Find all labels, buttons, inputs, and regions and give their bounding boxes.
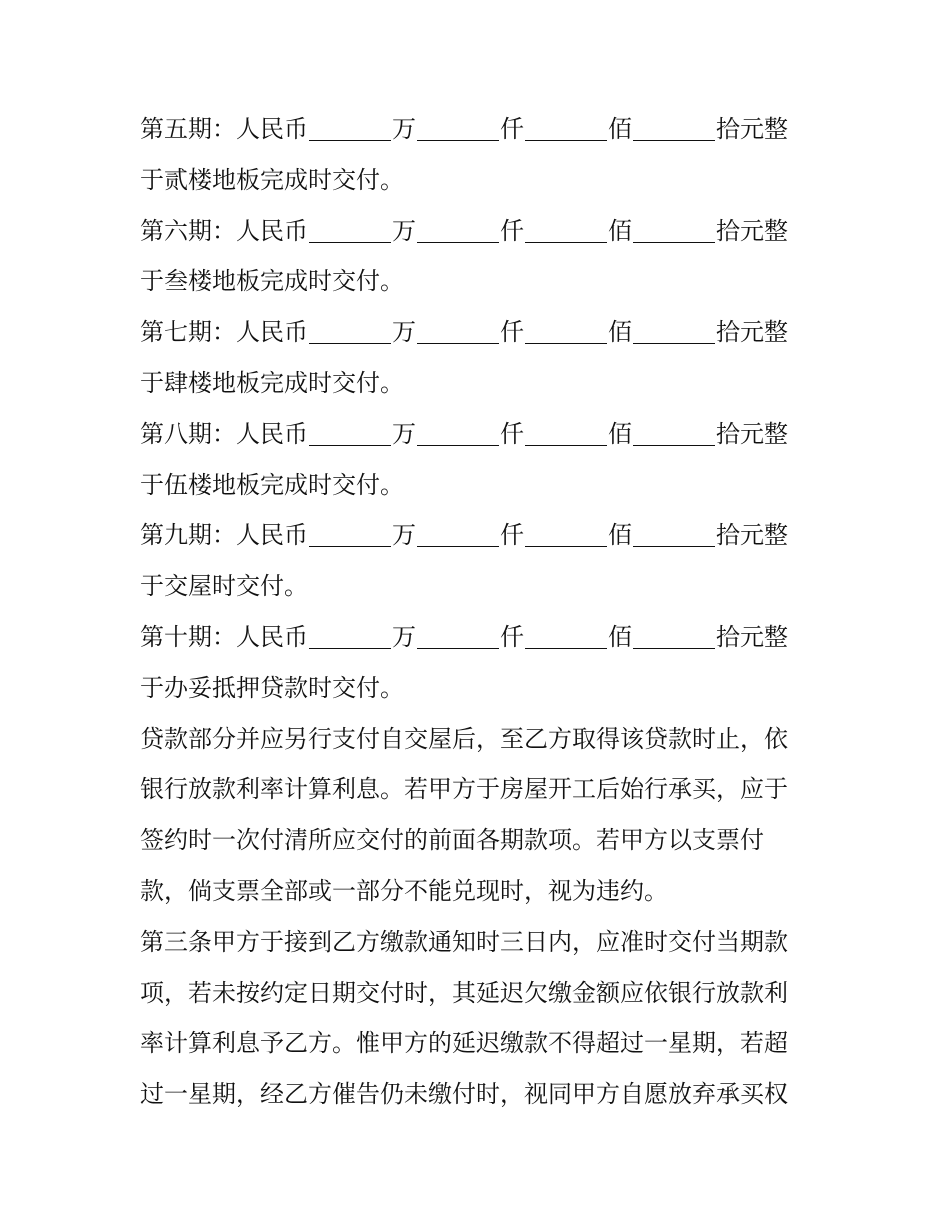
installment-label: 第五期：人民币: [140, 115, 308, 143]
paragraph-line: 贷款部分并应另行支付自交屋后，至乙方取得该贷款时止，依: [140, 724, 788, 753]
unit-shi: 拾元整: [716, 622, 788, 651]
amount-blank: [417, 624, 499, 649]
unit-wan: 万: [392, 115, 416, 143]
amount-blank: [309, 116, 391, 141]
installment-note: 于办妥抵押贷款时交付。: [140, 673, 404, 702]
amount-blank: [633, 116, 715, 141]
installment-line: [140, 612, 820, 663]
amount-blank: [633, 421, 715, 446]
installment-line: [140, 510, 820, 561]
unit-shi: 拾元整: [716, 318, 788, 347]
installment-note: 于交屋时交付。: [140, 572, 308, 601]
loan-paragraph: [140, 714, 820, 917]
paragraph-line: 率计算利息予乙方。惟甲方的延迟缴款不得超过一星期，若超: [140, 1029, 788, 1058]
unit-wan: 万: [392, 216, 416, 245]
amount-blank: [525, 116, 607, 141]
amount-blank: [417, 116, 499, 141]
installment-note: 于贰楼地板完成时交付。: [140, 165, 404, 194]
unit-qian: 仟: [500, 622, 524, 651]
amount-blank: [309, 522, 391, 547]
installment-line: [140, 104, 820, 155]
amount-blank: [417, 421, 499, 446]
unit-qian: 仟: [500, 216, 524, 245]
installment-9: [140, 510, 820, 612]
unit-bai: 佰: [608, 216, 632, 245]
installment-label: 第八期：人民币: [140, 419, 308, 448]
amount-blank: [525, 319, 607, 344]
installment-label: 第九期：人民币: [140, 521, 308, 550]
amount-blank: [309, 421, 391, 446]
paragraph-line: 签约时一次付清所应交付的前面各期款项。若甲方以支票付: [140, 826, 764, 855]
article-3-paragraph: [140, 917, 820, 1120]
installment-5: [140, 104, 820, 206]
installment-6: [140, 206, 820, 308]
unit-qian: 仟: [500, 318, 524, 347]
installment-10: [140, 612, 820, 714]
installment-label: 第七期：人民币: [140, 318, 308, 347]
unit-shi: 拾元整: [716, 521, 788, 550]
unit-wan: 万: [392, 622, 416, 651]
amount-blank: [309, 319, 391, 344]
amount-blank: [417, 218, 499, 243]
unit-shi: 拾元整: [716, 216, 788, 245]
installment-7: [140, 307, 820, 409]
paragraph-line: 银行放款利率计算利息。若甲方于房屋开工后始行承买，应于: [140, 775, 788, 804]
installment-label: 第六期：人民币: [140, 216, 308, 245]
unit-wan: 万: [392, 419, 416, 448]
installment-8: [140, 409, 820, 511]
amount-blank: [633, 319, 715, 344]
unit-qian: 仟: [500, 521, 524, 550]
unit-wan: 万: [392, 318, 416, 347]
installment-note: 于肆楼地板完成时交付。: [140, 368, 404, 397]
installment-line: [140, 206, 820, 257]
amount-blank: [417, 319, 499, 344]
amount-blank: [633, 624, 715, 649]
installment-note: 于叁楼地板完成时交付。: [140, 267, 404, 296]
amount-blank: [633, 522, 715, 547]
amount-blank: [417, 522, 499, 547]
installment-line: [140, 307, 820, 358]
installment-label: 第十期：人民币: [140, 622, 308, 651]
amount-blank: [525, 218, 607, 243]
amount-blank: [309, 624, 391, 649]
amount-blank: [309, 218, 391, 243]
amount-blank: [525, 421, 607, 446]
unit-qian: 仟: [500, 115, 524, 143]
unit-bai: 佰: [608, 115, 632, 143]
unit-qian: 仟: [500, 419, 524, 448]
amount-blank: [633, 218, 715, 243]
unit-bai: 佰: [608, 622, 632, 651]
unit-bai: 佰: [608, 521, 632, 550]
unit-wan: 万: [392, 521, 416, 550]
unit-shi: 拾元整: [716, 115, 788, 143]
paragraph-line: 第三条甲方于接到乙方缴款通知时三日内，应准时交付当期款: [140, 927, 788, 956]
amount-blank: [525, 624, 607, 649]
installment-note: 于伍楼地板完成时交付。: [140, 470, 404, 499]
paragraph-line: 过一星期，经乙方催告仍未缴付时，视同甲方自愿放弃承买权: [140, 1080, 788, 1109]
paragraph-line: 款，倘支票全部或一部分不能兑现时，视为违约。: [140, 876, 668, 905]
unit-bai: 佰: [608, 419, 632, 448]
unit-bai: 佰: [608, 318, 632, 347]
amount-blank: [525, 522, 607, 547]
paragraph-line: 项，若未按约定日期交付时，其延迟欠缴金额应依银行放款利: [140, 978, 788, 1007]
installment-line: [140, 409, 820, 460]
unit-shi: 拾元整: [716, 419, 788, 448]
document-page: [140, 104, 820, 1120]
